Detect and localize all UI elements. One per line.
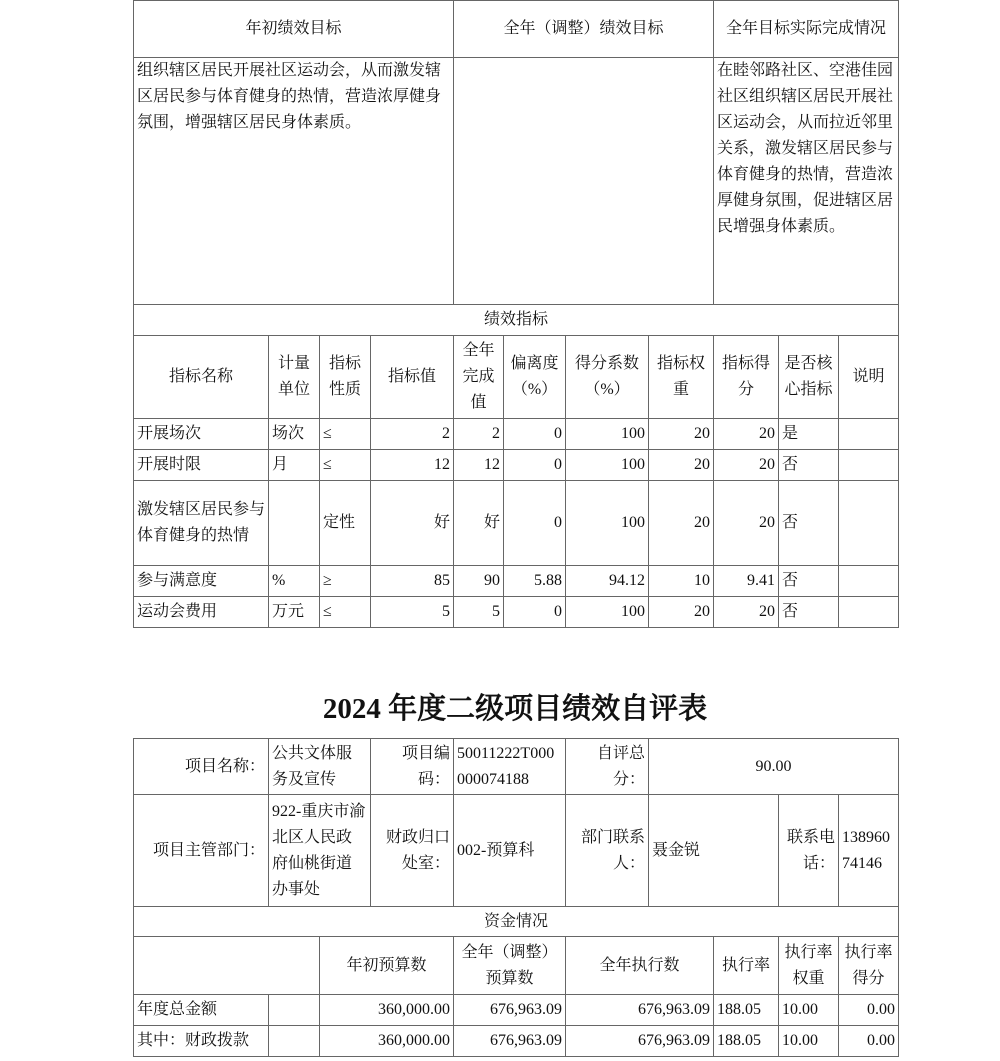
indicator-cell: 0 [504, 481, 566, 566]
phone: 13896074146 [839, 795, 899, 907]
funds-section-title: 资金情况 [134, 907, 899, 937]
col-header: 全年（调整）预算数 [454, 937, 566, 995]
col-header: 指标权重 [649, 336, 714, 419]
indicator-cell: 10 [649, 566, 714, 597]
indicator-cell: ≤ [320, 419, 371, 450]
indicator-row [134, 481, 899, 566]
header-adjusted-goal: 全年（调整）绩效目标 [454, 1, 714, 58]
indicator-cell: 12 [454, 450, 504, 481]
indicator-cell: 20 [649, 481, 714, 566]
project-info-table [133, 738, 899, 1057]
project-code: 50011222T000000074188 [454, 739, 566, 795]
col-header: 得分系数（%） [566, 336, 649, 419]
blank-cell [134, 937, 320, 995]
indicator-cell: 100 [566, 481, 649, 566]
indicator-row [134, 566, 899, 597]
funds-cell: 676,963.09 [454, 995, 566, 1026]
indicator-row [134, 450, 899, 481]
contact-label: 部门联系人： [566, 795, 649, 907]
indicator-cell: 20 [649, 597, 714, 628]
indicator-cell: 运动会费用 [134, 597, 269, 628]
header-initial-goal: 年初绩效目标 [134, 1, 454, 58]
indicator-cell: 0 [504, 450, 566, 481]
office: 002-预算科 [454, 795, 566, 907]
col-header: 执行率得分 [839, 937, 899, 995]
project-code-label: 项目编码： [371, 739, 454, 795]
indicator-cell: 否 [779, 481, 839, 566]
indicator-cell: 90 [454, 566, 504, 597]
project-name-label: 项目名称： [134, 739, 269, 795]
indicator-cell: 万元 [269, 597, 320, 628]
indicators-header-row [134, 336, 899, 419]
indicator-cell: 是 [779, 419, 839, 450]
col-header: 是否核心指标 [779, 336, 839, 419]
indicator-cell: 5.88 [504, 566, 566, 597]
indicator-cell: 参与满意度 [134, 566, 269, 597]
funds-cell: 0.00 [839, 995, 899, 1026]
indicator-cell: ≤ [320, 450, 371, 481]
contact: 聂金锐 [649, 795, 779, 907]
indicator-cell: 85 [371, 566, 454, 597]
indicator-cell: 20 [649, 419, 714, 450]
actual-completion-text: 在睦邻路社区、空港佳园社区组织辖区居民开展社区运动会，从而拉近邻里关系，激发辖区居民参与体育健身的热情，营造浓厚健身氛围，促进辖区居民增强身体素质。 [714, 58, 899, 305]
indicator-cell: 否 [779, 566, 839, 597]
indicator-cell [839, 450, 899, 481]
self-score-label: 自评总分： [566, 739, 649, 795]
phone-label: 联系电话： [779, 795, 839, 907]
indicator-cell: 20 [649, 450, 714, 481]
funds-row [134, 995, 899, 1026]
col-header: 执行率权重 [779, 937, 839, 995]
indicator-cell: 定性 [320, 481, 371, 566]
indicator-cell [839, 597, 899, 628]
indicator-cell: 月 [269, 450, 320, 481]
col-header: 执行率 [714, 937, 779, 995]
col-header: 全年完成值 [454, 336, 504, 419]
indicator-cell: 0 [504, 597, 566, 628]
indicator-cell: 激发辖区居民参与体育健身的热情 [134, 481, 269, 566]
indicator-row [134, 419, 899, 450]
indicator-cell [839, 481, 899, 566]
header-actual-completion: 全年目标实际完成情况 [714, 1, 899, 58]
col-header: 说明 [839, 336, 899, 419]
indicator-cell: 开展时限 [134, 450, 269, 481]
page-title: 2024 年度二级项目绩效自评表 [322, 693, 708, 725]
indicator-cell: 否 [779, 450, 839, 481]
indicator-cell: 好 [454, 481, 504, 566]
dept-label: 项目主管部门： [134, 795, 269, 907]
funds-cell: 360,000.00 [320, 995, 454, 1026]
funds-row [134, 1026, 899, 1057]
indicator-cell: 9.41 [714, 566, 779, 597]
indicators-section-title: 绩效指标 [134, 305, 899, 336]
indicator-cell: 94.12 [566, 566, 649, 597]
indicator-cell: 100 [566, 450, 649, 481]
indicator-cell: 场次 [269, 419, 320, 450]
funds-cell: 10.00 [779, 995, 839, 1026]
indicator-cell: 20 [714, 419, 779, 450]
col-header: 全年执行数 [566, 937, 714, 995]
indicator-cell: 好 [371, 481, 454, 566]
indicator-cell: 否 [779, 597, 839, 628]
indicator-cell: ≤ [320, 597, 371, 628]
col-header: 年初预算数 [320, 937, 454, 995]
self-score: 90.00 [649, 739, 899, 795]
col-header: 指标性质 [320, 336, 371, 419]
funds-cell: 676,963.09 [566, 995, 714, 1026]
indicator-cell: 2 [371, 419, 454, 450]
indicator-row [134, 597, 899, 628]
indicator-cell: 5 [371, 597, 454, 628]
indicator-cell: 100 [566, 597, 649, 628]
indicator-cell [839, 419, 899, 450]
indicator-cell: 0 [504, 419, 566, 450]
funds-cell: 0.00 [839, 1026, 899, 1057]
indicator-cell: 2 [454, 419, 504, 450]
col-header: 指标得分 [714, 336, 779, 419]
funds-cell: 676,963.09 [566, 1026, 714, 1057]
funds-cell: 其中：财政拨款 [134, 1026, 269, 1057]
indicator-cell: 20 [714, 597, 779, 628]
col-header: 计量单位 [269, 336, 320, 419]
indicator-cell: 100 [566, 419, 649, 450]
adjusted-goal-text [454, 58, 714, 305]
funds-cell: 360,000.00 [320, 1026, 454, 1057]
funds-cell: 年度总金额 [134, 995, 269, 1026]
indicator-cell: 12 [371, 450, 454, 481]
project-name: 公共文体服务及宣传 [269, 739, 371, 795]
funds-cell: 676,963.09 [454, 1026, 566, 1057]
indicator-cell [269, 481, 320, 566]
indicator-cell: 20 [714, 481, 779, 566]
funds-cell: 188.05 [714, 1026, 779, 1057]
funds-cell [269, 1026, 320, 1057]
funds-cell [269, 995, 320, 1026]
funds-cell: 10.00 [779, 1026, 839, 1057]
funds-header-row [134, 937, 899, 995]
col-header: 指标名称 [134, 336, 269, 419]
indicator-cell: % [269, 566, 320, 597]
indicator-cell [839, 566, 899, 597]
dept: 922-重庆市渝北区人民政府仙桃街道办事处 [269, 795, 371, 907]
indicator-cell: ≥ [320, 566, 371, 597]
performance-goals-table [133, 0, 899, 628]
office-label: 财政归口处室： [371, 795, 454, 907]
initial-goal-text: 组织辖区居民开展社区运动会，从而激发辖区居民参与体育健身的热情，营造浓厚健身氛围，增强辖区居民身体素质。 [134, 58, 454, 305]
col-header: 指标值 [371, 336, 454, 419]
indicator-cell: 开展场次 [134, 419, 269, 450]
col-header: 偏离度（%） [504, 336, 566, 419]
indicator-cell: 20 [714, 450, 779, 481]
indicator-cell: 5 [454, 597, 504, 628]
funds-cell: 188.05 [714, 995, 779, 1026]
